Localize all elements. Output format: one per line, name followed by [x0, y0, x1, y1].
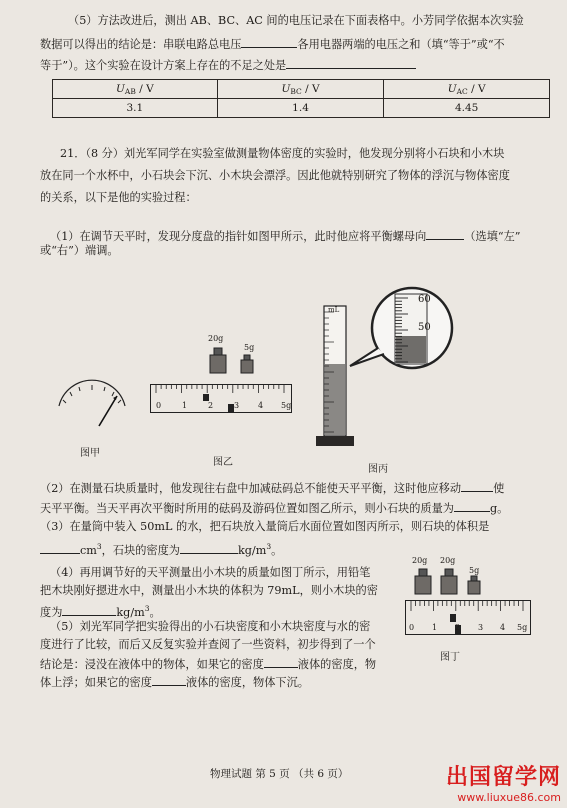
q21-part5-line2: 度进行了比较，而后又反复实验并查阅了一些资料，初步得到了一个 — [40, 638, 376, 651]
value-uab: 3.1 — [53, 99, 218, 118]
ruler-ding-label-5: 5g — [517, 623, 528, 632]
q21-part4-line2: 把木块刚好摁进水中，测量出小木块的体积为 79mL，则小木块的密 — [40, 584, 378, 597]
value-ubc: 1.4 — [217, 99, 384, 118]
ruler-ding-label-0: 0 — [409, 623, 415, 632]
ruler-ding-label-2: 2 — [455, 623, 461, 632]
q21-part2-line2: 天平平衡。当天平再次平衡时所用的砝码及游码位置如图乙所示，则小石块的质量为 g。 — [40, 502, 509, 515]
blank-voltage-relation — [241, 36, 297, 48]
caption-bing: 图丙 — [368, 464, 388, 475]
ruler-yi — [150, 384, 293, 414]
cylinder-unit-ml: mL — [328, 306, 340, 314]
weight-20g-b-ding: 20g — [440, 556, 456, 565]
q21-part1: （1）在调节天平时，发现分度盘的指针如图甲所示，此时他应将平衡螺母向 （选填“左” — [50, 230, 521, 243]
header-uac: $U_{AC}$ / V — [384, 80, 550, 99]
watermark-title: 出国留学网 — [445, 765, 561, 790]
q20-line3 — [40, 57, 416, 73]
q20-line2-a: 数据可以得出的结论是：串联电路总电压 — [40, 38, 242, 51]
q20-line2 — [40, 36, 505, 52]
ruler-ding-label-3: 3 — [478, 623, 484, 632]
ruler-ding — [405, 600, 532, 636]
ruler-yi-label-4: 4 — [258, 401, 264, 410]
ruler-yi-label-0: 0 — [156, 401, 162, 410]
blank-wood-density — [62, 604, 116, 616]
header-ubc: $U_{BC}$ / V — [217, 80, 384, 99]
blank-deficiency — [286, 57, 416, 69]
q20-line1: （5）方法改进后，测出 AB、BC、AC 间的电压记录在下面表格中。小芳同学依据本次实验 — [68, 14, 524, 27]
q21-part3-line2: $cm^3$，石块的密度为 $kg/m^3$。 — [40, 540, 282, 558]
watermark — [446, 760, 561, 804]
q21-part5-line3: 结论是：浸没在液体中的物体，如果它的密度 液体的密度，物 — [40, 658, 377, 671]
ruler-yi-label-2: 2 — [208, 401, 214, 410]
blank-stone-density — [180, 542, 238, 554]
blank-float-relation — [264, 656, 298, 668]
scale-50: 50 — [418, 322, 431, 333]
caption-ding: 图丁 — [440, 652, 460, 663]
value-uac: 4.45 — [384, 99, 550, 118]
page-footer: 物理试题 第 5 页 （共 6 页） — [210, 768, 349, 780]
q21-part5-line4: 体上浮；如果它的密度 液体的密度，物体下沉。 — [40, 676, 309, 689]
scale-60: 60 — [418, 294, 431, 305]
q21-part1-cont: 或“右”）端调。 — [40, 244, 119, 257]
q20-line2-b: 各用电器两端的电压之和（填“等于”或“不 — [297, 38, 505, 51]
dial-figure — [55, 378, 130, 428]
q21-line1: 21．（8 分）刘光军同学在实验室做测量物体密度的实验时，他发现分别将小石块和小木块 — [60, 147, 505, 160]
ruler-ding-label-1: 1 — [432, 623, 438, 632]
weight-20g-yi: 20g — [208, 334, 224, 343]
blank-balance-nut — [426, 228, 464, 240]
weight-5g-ding: 5g — [469, 566, 480, 575]
weight-20g-a-ding: 20g — [412, 556, 428, 565]
ruler-yi-label-3: 3 — [234, 401, 240, 410]
table-row — [53, 99, 550, 118]
table-header-row — [53, 80, 550, 99]
blank-sink-relation — [152, 674, 186, 686]
caption-jia: 图甲 — [80, 448, 100, 459]
blank-stone-mass — [454, 500, 490, 512]
q21-part3-line1: （3）在量筒中装入 50mL 的水，把石块放入量筒后水面位置如图丙所示，则石块的体积是 — [40, 520, 490, 533]
ruler-yi-label-5: 5g — [281, 401, 292, 410]
blank-move-rider — [461, 480, 493, 492]
q21-line3: 的关系，以下是他的实验过程： — [40, 191, 197, 204]
q20-line3-a: 等于”）。这个实验在设计方案上存在的不足之处是 — [40, 59, 287, 72]
q21-part4-line1: （4）再用调节好的天平测量出小木块的质量如图丁所示，用铅笔 — [50, 566, 371, 579]
watermark-url: www.liuxue86.com — [457, 791, 561, 804]
ruler-yi-label-1: 1 — [182, 401, 188, 410]
blank-stone-volume — [40, 542, 80, 554]
weight-5g-yi: 5g — [244, 343, 255, 352]
q21-part4-line3: 度为 $kg/m^3$。 — [40, 604, 161, 619]
q21-part2-line1: （2）在测量石块质量时，他发现往右盘中加减砝码总不能使天平平衡，这时他应移动 使 — [40, 482, 505, 495]
q21-line2: 放在同一个水杯中，小石块会下沉、小木块会漂浮。因此他就特别研究了物体的浮沉与物体密度 — [40, 169, 510, 182]
voltage-table — [52, 79, 550, 118]
header-uab: $U_{AB}$ / V — [53, 80, 218, 99]
q21-part5-line1b: （5）刘光军同学把实验得出的小石块密度和小木块密度与水的密 — [50, 620, 371, 633]
caption-yi: 图乙 — [213, 457, 233, 468]
ruler-ding-label-4: 4 — [500, 623, 506, 632]
